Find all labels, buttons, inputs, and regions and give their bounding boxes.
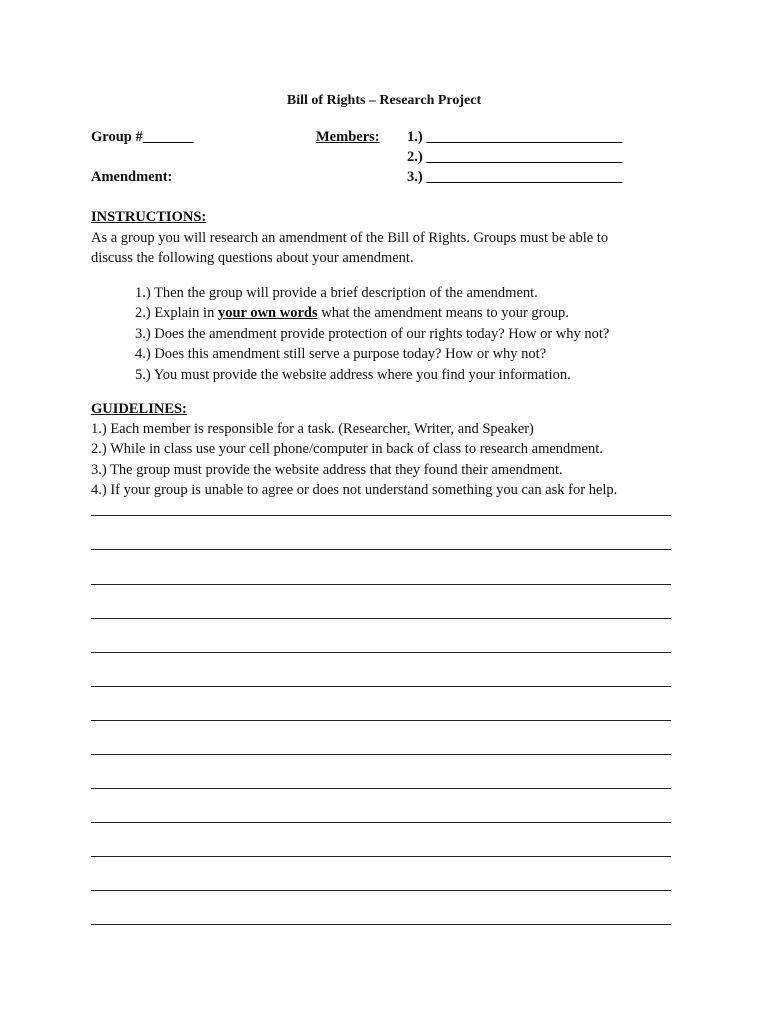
writing-line[interactable]	[91, 856, 671, 857]
writing-line[interactable]	[91, 754, 671, 755]
instruction-item-3: 3.) Does the amendment provide protection of our rights today? How or why not?	[135, 326, 610, 342]
instruction-item-5: 5.) You must provide the website address where you find your information.	[135, 367, 571, 383]
instruction-item-2-pre: 2.) Explain in	[135, 305, 218, 321]
group-number-label: Group #_______	[91, 129, 194, 145]
instructions-heading: INSTRUCTIONS:	[91, 209, 207, 225]
guidelines-heading: GUIDELINES:	[91, 401, 187, 417]
writing-line[interactable]	[91, 822, 671, 823]
member-line-1: 1.) ___________________________	[407, 129, 623, 145]
guideline-item-4: 4.) If your group is unable to agree or does not understand something you can ask for help.	[91, 482, 618, 498]
emphasis-own-words: your own words	[217, 305, 318, 321]
writing-line[interactable]	[91, 652, 671, 653]
instructions-intro-line-1: As a group you will research an amendment of the Bill of Rights. Groups must be able to	[91, 230, 609, 246]
guideline-item-1: 1.) Each member is responsible for a task. (Researcher, Writer, and Speaker)	[91, 421, 534, 437]
writing-line[interactable]	[91, 584, 671, 585]
page-title: Bill of Rights – Research Project	[286, 93, 482, 108]
writing-line[interactable]	[91, 686, 671, 687]
guideline-item-3: 3.) The group must provide the website address that they found their amendment.	[91, 462, 563, 478]
members-label: Members:	[316, 129, 380, 145]
member-line-2: 2.) ___________________________	[407, 149, 623, 165]
instructions-intro-line-2: discuss the following questions about your amendment.	[91, 250, 414, 266]
amendment-label: Amendment:	[91, 169, 173, 185]
writing-line[interactable]	[91, 618, 671, 619]
writing-line[interactable]	[91, 924, 671, 925]
instruction-item-2-post: what the amendment means to your group.	[317, 305, 569, 321]
writing-line[interactable]	[91, 515, 671, 516]
writing-line[interactable]	[91, 890, 671, 891]
instruction-item-1: 1.) Then the group will provide a brief description of the amendment.	[135, 285, 538, 301]
instruction-item-4: 4.) Does this amendment still serve a purpose today? How or why not?	[135, 346, 547, 362]
guideline-item-2: 2.) While in class use your cell phone/computer in back of class to research amendment.	[91, 441, 603, 457]
instruction-item-2	[135, 304, 569, 322]
writing-line[interactable]	[91, 788, 671, 789]
writing-line[interactable]	[91, 720, 671, 721]
writing-line[interactable]	[91, 549, 671, 550]
member-line-3: 3.) ___________________________	[407, 169, 623, 185]
